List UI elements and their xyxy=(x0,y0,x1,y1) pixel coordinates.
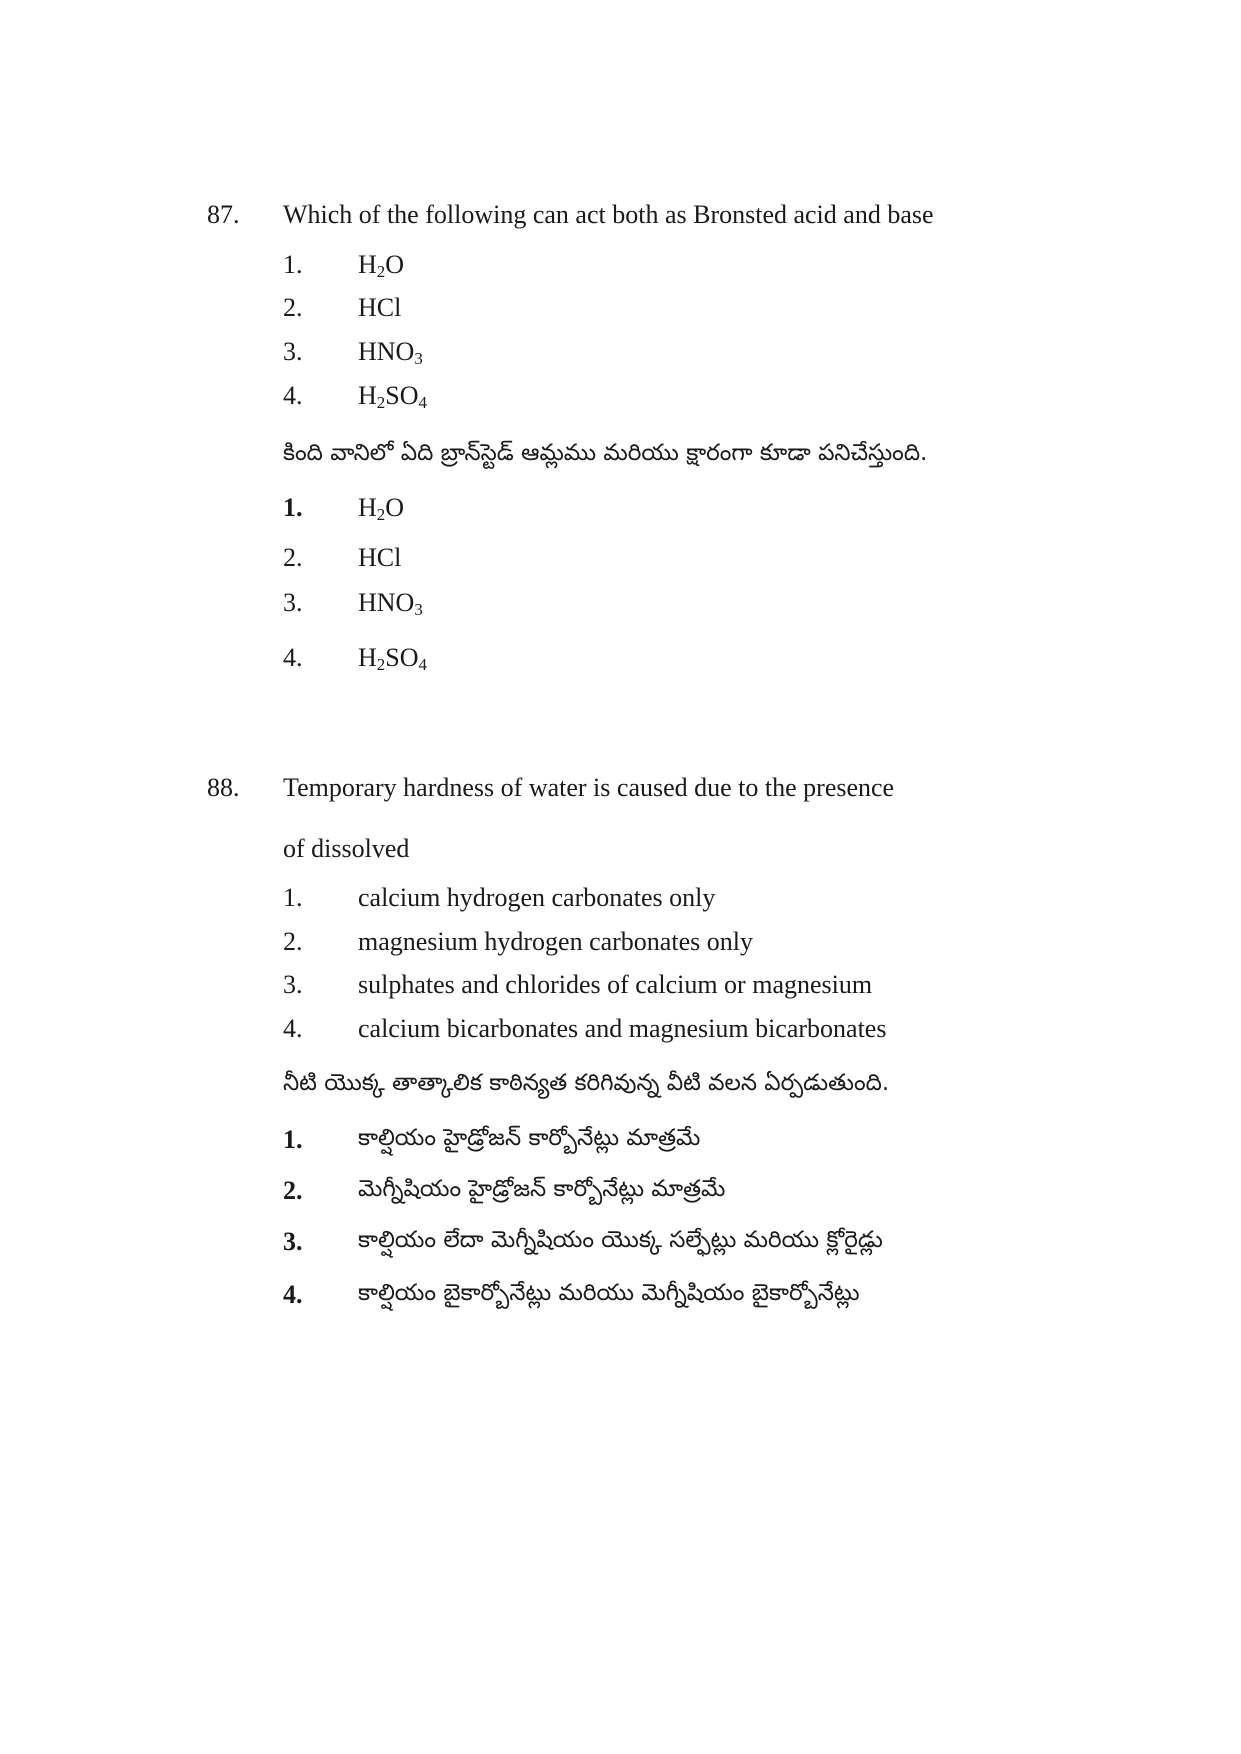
q88-te-option-4-text: కాల్షియం బైకార్బోనేట్లు మరియు మెగ్నీషియం బైకార్బోనేట్లు xyxy=(358,1280,860,1306)
question-87-text-telugu: కింది వానిలో ఏది బ్రాన్‌స్టెడ్ ఆమ్లము మరియు క్షారంగా కూడా పనిచేస్తుంది. xyxy=(283,440,928,466)
q88-en-option-1-text: calcium hydrogen carbonates only xyxy=(358,883,716,912)
q87-te-option-3-number: 3. xyxy=(283,588,303,617)
q87-en-option-4-formula: $H_2SO_4$ xyxy=(358,381,427,413)
q87-te-option-4-formula: $H_2SO_4$ xyxy=(358,643,427,675)
question-88-text-english-line2: of dissolved xyxy=(283,834,410,863)
q88-en-option-4-number: 4. xyxy=(283,1014,303,1043)
q88-te-option-2-number: 2. xyxy=(283,1176,303,1205)
q87-te-option-1-formula: $H_2O$ xyxy=(358,493,405,525)
q88-en-option-2-text: magnesium hydrogen carbonates only xyxy=(358,927,753,956)
q87-te-option-1-number: 1. xyxy=(283,493,303,522)
q88-te-option-4-number: 4. xyxy=(283,1280,303,1309)
question-88-text-telugu: నీటి యొక్క తాత్కాలిక కాఠిన్యత కరిగివున్న వీటి వలన ఏర్పడుతుంది. xyxy=(283,1070,890,1096)
q88-en-option-3-number: 3. xyxy=(283,970,303,999)
q88-en-option-3-text: sulphates and chlorides of calcium or magnesium xyxy=(358,970,873,999)
q87-en-option-3-formula: $HNO_3$ xyxy=(358,337,423,369)
q87-en-option-2-number: 2. xyxy=(283,293,303,322)
q87-te-option-3-formula: $HNO_3$ xyxy=(358,588,423,620)
q87-en-option-4-number: 4. xyxy=(283,381,303,410)
q87-en-option-2-formula: HCl xyxy=(358,293,402,322)
question-87-text-english: Which of the following can act both as Bronsted acid and base xyxy=(283,200,934,229)
q88-en-option-1-number: 1. xyxy=(283,883,303,912)
q88-te-option-2-text: మెగ్నీషియం హైడ్రోజన్ కార్బోనేట్లు మాత్రమే xyxy=(358,1176,726,1202)
question-88-text-english-line1: Temporary hardness of water is caused due to the presence xyxy=(283,773,895,802)
question-87-number: 87. xyxy=(207,200,240,229)
q88-en-option-4-text: calcium bicarbonates and magnesium bicarbonates xyxy=(358,1014,887,1043)
q87-en-option-1-number: 1. xyxy=(283,250,303,279)
q88-te-option-1-number: 1. xyxy=(283,1125,303,1154)
q87-en-option-3-number: 3. xyxy=(283,337,303,366)
q87-te-option-4-number: 4. xyxy=(283,643,303,672)
q87-te-option-2-number: 2. xyxy=(283,543,303,572)
q88-te-option-3-number: 3. xyxy=(283,1227,303,1256)
q88-en-option-2-number: 2. xyxy=(283,927,303,956)
q87-en-option-1-formula: $H_2O$ xyxy=(358,250,405,282)
q88-te-option-1-text: కాల్షియం హైడ్రోజన్ కార్బోనేట్లు మాత్రమే xyxy=(358,1125,701,1151)
q87-te-option-2-formula: HCl xyxy=(358,543,402,572)
q88-te-option-3-text: కాల్షియం లేదా మెగ్నీషియం యొక్క సల్ఫేట్లు మరియు క్లోరైడ్లు xyxy=(358,1227,883,1253)
question-88-number: 88. xyxy=(207,773,240,802)
